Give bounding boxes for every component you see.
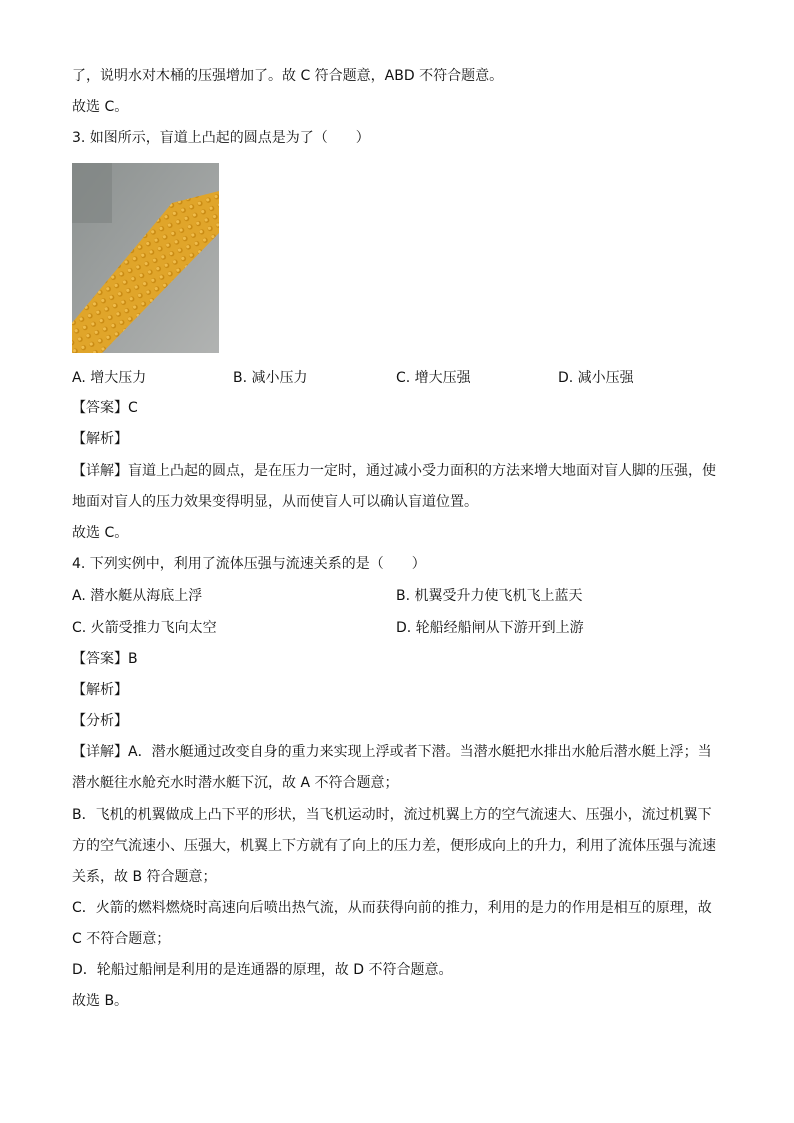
- q3-detail: 【详解】盲道上凸起的圆点，是在压力一定时，通过减小受力面积的方法来增大地面对盲人脚的压强，使: [72, 463, 716, 479]
- text-line: 了，说明水对木桶的压强增加了。故 C 符合题意，ABD 不符合题意。: [72, 68, 504, 84]
- q3-answer: 【答案】C: [72, 400, 138, 416]
- q4-detail: D．轮船过船闸是利用的是连通器的原理，故 D 不符合题意。: [72, 962, 453, 978]
- q4-choose: 故选 B。: [72, 993, 129, 1009]
- q4-detail: 方的空气流速小、压强大，机翼上下方就有了向上的压力差，便形成向上的升力，利用了流体压强与流速: [72, 838, 716, 854]
- q3-option-a: A. 增大压力: [72, 370, 147, 386]
- q3-detail: 地面对盲人的压力效果变得明显，从而使盲人可以确认盲道位置。: [72, 494, 478, 510]
- q3-choose: 故选 C。: [72, 525, 129, 541]
- q4-detail: C 不符合题意；: [72, 931, 171, 947]
- q3-option-d: D. 减小压强: [558, 370, 634, 386]
- question-4: 4. 下列实例中，利用了流体压强与流速关系的是（ ）: [72, 556, 426, 572]
- q3-option-c: C. 增大压强: [396, 370, 471, 386]
- q4-detail: 潜水艇往水舱充水时潜水艇下沉，故 A 不符合题意；: [72, 775, 399, 791]
- tactile-paving-photo: [72, 163, 219, 353]
- q4-detail: C．火箭的燃料燃烧时高速向后喷出热气流，从而获得向前的推力，利用的是力的作用是相互的原理，故: [72, 900, 712, 916]
- q4-detail: 【详解】A．潜水艇通过改变自身的重力来实现上浮或者下潜。当潜水艇把水排出水舱后潜水艇上浮；当: [72, 744, 712, 760]
- q4-detail: 关系，故 B 符合题意；: [72, 869, 217, 885]
- text-line: 故选 C。: [72, 99, 129, 115]
- q3-option-b: B. 减小压力: [233, 370, 308, 386]
- q4-option-c: C. 火箭受推力飞向太空: [72, 620, 217, 636]
- q4-analysis-heading: 【解析】: [72, 682, 128, 698]
- q4-answer: 【答案】B: [72, 651, 138, 667]
- q3-analysis-heading: 【解析】: [72, 431, 128, 447]
- question-3: 3. 如图所示，盲道上凸起的圆点是为了（ ）: [72, 130, 370, 146]
- q4-detail: B．飞机的机翼做成上凸下平的形状，当飞机运动时，流过机翼上方的空气流速大、压强小，流过机翼下: [72, 807, 712, 823]
- q4-option-b: B. 机翼受升力使飞机飞上蓝天: [396, 588, 583, 604]
- q4-option-a: A. 潜水艇从海底上浮: [72, 588, 203, 604]
- q4-fenxi-heading: 【分析】: [72, 713, 128, 729]
- q4-option-d: D. 轮船经船闸从下游开到上游: [396, 620, 584, 636]
